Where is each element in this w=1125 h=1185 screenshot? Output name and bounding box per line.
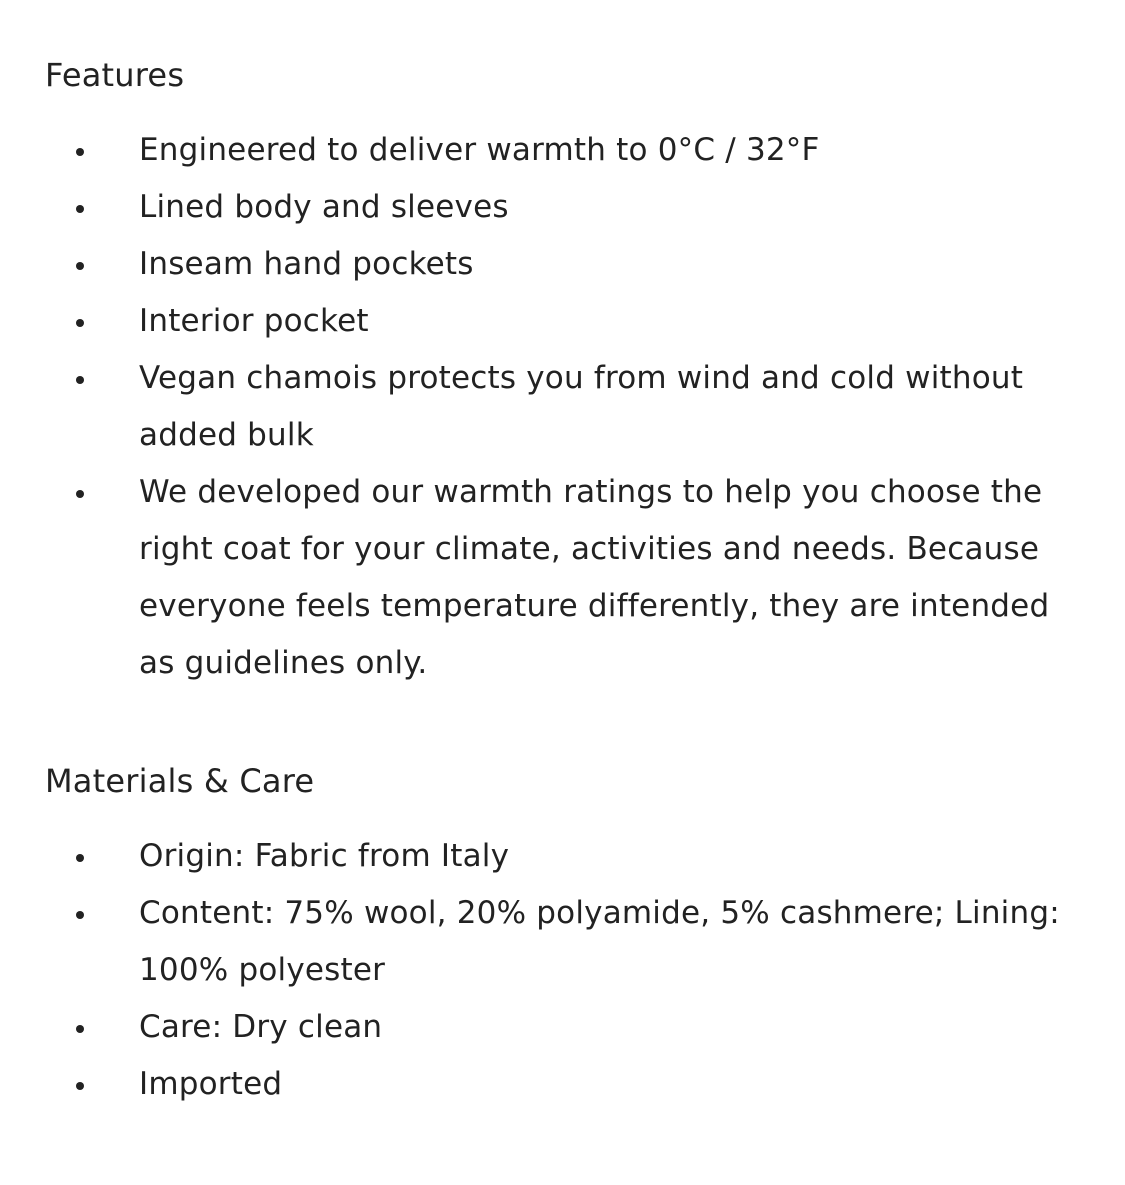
list-item: [45, 885, 1085, 999]
bullet-icon: [76, 148, 84, 156]
feature-text: Vegan chamois protects you from wind and cold without added bulk: [139, 360, 1024, 453]
bullet-icon: [76, 1082, 84, 1090]
feature-text: Engineered to deliver warmth to 0°C / 32°F: [139, 132, 820, 168]
feature-text: We developed our warmth ratings to help you choose the right coat for your climate, activities and needs. Because everyone feels temperature differently, they are intended as guidelines only.: [139, 474, 1050, 681]
bullet-icon: [76, 911, 84, 919]
list-item: [45, 828, 1085, 885]
list-item: [45, 1056, 1085, 1113]
feature-text: Lined body and sleeves: [139, 189, 509, 225]
list-item: [45, 350, 1085, 464]
feature-text: Inseam hand pockets: [139, 246, 474, 282]
features-heading: Features: [45, 56, 185, 94]
materials-care-list: [45, 828, 1085, 1113]
material-text: Imported: [139, 1066, 283, 1102]
bullet-icon: [76, 262, 84, 270]
materials-care-heading: Materials & Care: [45, 762, 315, 800]
material-text: Origin: Fabric from Italy: [139, 838, 510, 874]
bullet-icon: [76, 205, 84, 213]
bullet-icon: [76, 854, 84, 862]
feature-text: Interior pocket: [139, 303, 369, 339]
material-text: Content: 75% wool, 20% polyamide, 5% cashmere; Lining: 100% polyester: [139, 895, 1060, 988]
material-text: Care: Dry clean: [139, 1009, 383, 1045]
list-item: [45, 293, 1085, 350]
bullet-icon: [76, 1025, 84, 1033]
list-item: [45, 464, 1085, 692]
product-details: [45, 50, 1085, 1113]
bullet-icon: [76, 319, 84, 327]
bullet-icon: [76, 490, 84, 498]
list-item: [45, 179, 1085, 236]
list-item: [45, 999, 1085, 1056]
bullet-icon: [76, 376, 84, 384]
list-item: [45, 122, 1085, 179]
list-item: [45, 236, 1085, 293]
features-list: [45, 122, 1085, 692]
